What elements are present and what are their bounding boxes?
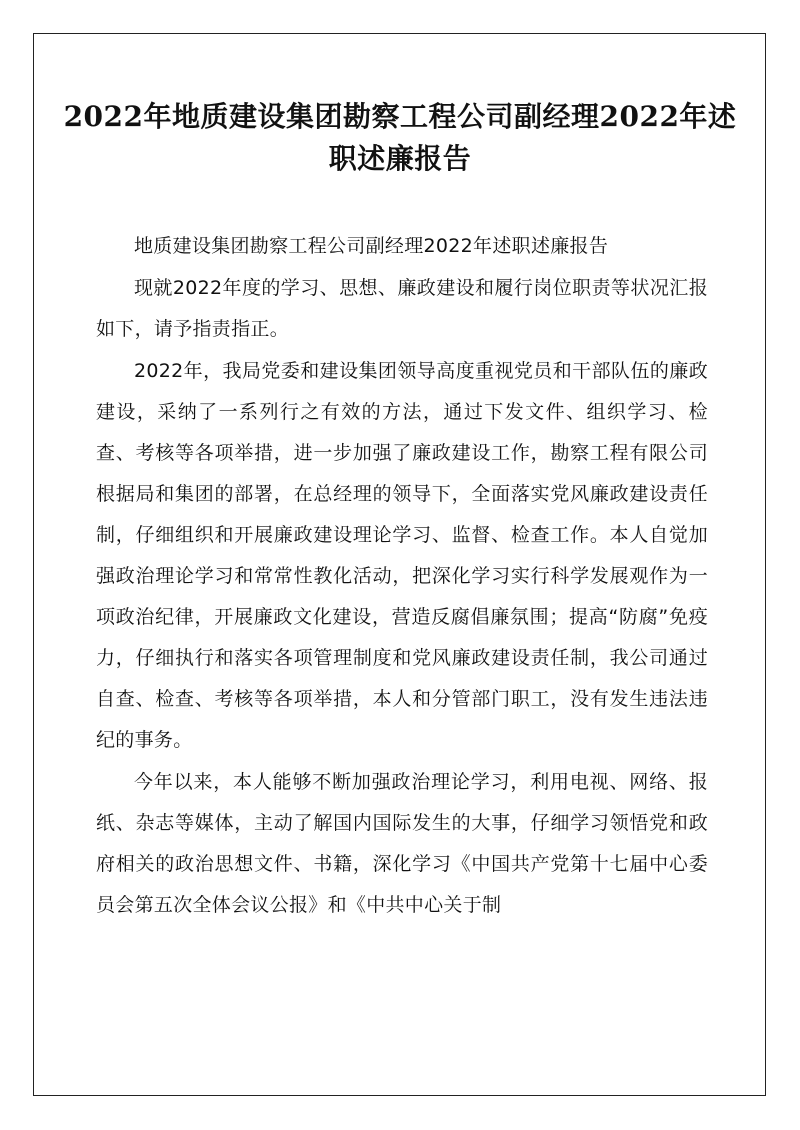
document-body bbox=[96, 226, 708, 927]
paragraph-intro: 现就2022年度的学习、思想、廉政建设和履行岗位职责等状况汇报如下，请予指责指正。 bbox=[96, 277, 708, 340]
paragraph-subtitle: 地质建设集团勘察工程公司副经理2022年述职述廉报告 bbox=[134, 235, 609, 257]
paragraph-2022-work: 2022年，我局党委和建设集团领导高度重视党员和干部队伍的廉政建设，采纳了一系列行之有效的方法，通过下发文件、组织学习、检查、考核等各项举措，进一步加强了廉政建设工作，勘察工程有限公司根据局和集团的部署，在总经理的领导下，全面落实党风廉政建设责任制，仔细组织和开展廉政建设理论学习、监督、检查工作。本人自觉加强政治理论学习和常常性教化活动，把深化学习实行科学发展观作为一项政治纪律，开展廉政文化建设，营造反腐倡廉氛围；提高“防腐”免疫力，仔细执行和落实各项管理制度和党风廉政建设责任制，我公司通过自查、检查、考核等各项举措，本人和分管部门职工，没有发生违法违纪的事务。 bbox=[96, 360, 708, 751]
document-title: 2022年地质建设集团勘察工程公司副经理2022年述职述廉报告 bbox=[63, 100, 737, 175]
paragraph-study: 今年以来，本人能够不断加强政治理论学习，利用电视、网络、报纸、杂志等媒体，主动了解国内国际发生的大事，仔细学习领悟党和政府相关的政治思想文件、书籍，深化学习《中国共产党第十七届中心委员会第五次全体会议公报》和《中共中心关于制 bbox=[96, 771, 708, 916]
